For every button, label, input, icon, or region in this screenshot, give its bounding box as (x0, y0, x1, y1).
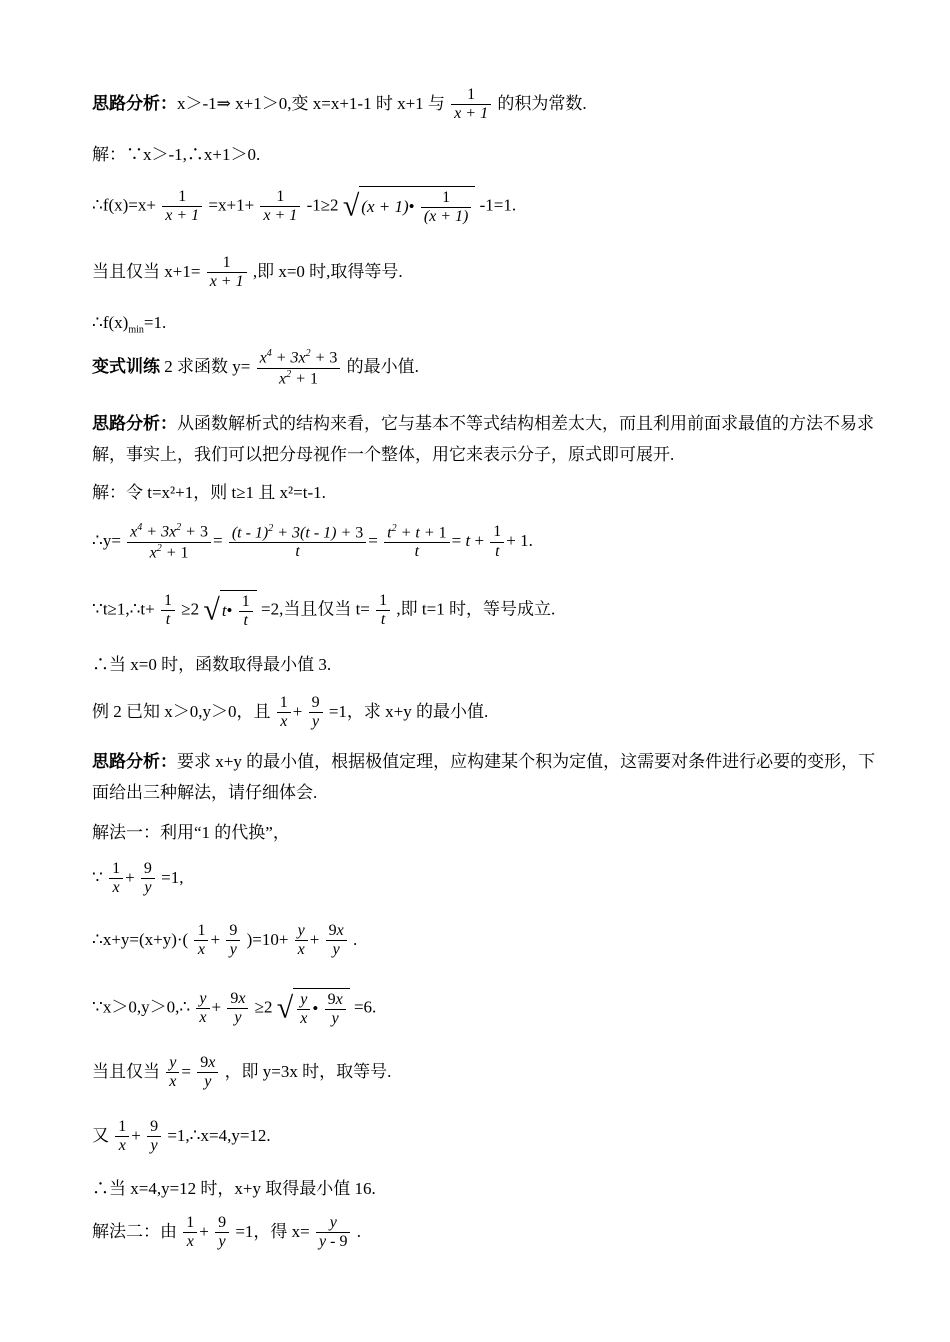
text: 2 求函数 y= (160, 357, 251, 377)
text: ∴f(x)=x+ (92, 195, 156, 215)
analysis-line-1 (92, 86, 587, 124)
fraction: $\frac{1}{x + 1}$ (260, 188, 300, 226)
text: . (352, 929, 358, 949)
text: ∵x＞0,y＞0,∴ (92, 997, 191, 1017)
text: 当且仅当 x+1= (92, 261, 201, 281)
text: )=10+ (246, 929, 289, 949)
text: ,即 x=0 时,取得等号. (252, 261, 403, 281)
text: =1,∴x=4,y=12. (167, 1125, 271, 1145)
example-line: 例 2 已知 x＞0,y＞0，且 $\frac{1}{x}$ + $\frac{9}{y}$ =1，求 x+y 的最小值. (92, 694, 489, 731)
analysis-text: x＞-1⇒ x+1＞0,变 x=x+1-1 时 x+1 与 (177, 93, 445, 113)
method-2-line: 解法二：由 $\frac{1}{x}$ + $\frac{9}{y}$ =1，得 x= $\frac{y}{y - 9}$ . (92, 1214, 361, 1251)
text: =x+1+ (208, 195, 255, 215)
text: =6. (353, 997, 377, 1017)
fraction: $\frac{1}{t}$ (161, 592, 175, 630)
solution-line-2 (92, 186, 516, 227)
solution-line-10: ∴x+y=(x+y)·( $\frac{1}{x}$ + $\frac{9}{y}$ )=10+ $\frac{y}{x}$ + $\frac{9x}{y}$ . (92, 922, 358, 959)
text: ∵t≥1,∴t+ (92, 599, 155, 619)
analysis-label: 思路分析： (92, 752, 177, 771)
fraction: $\frac{1}{x + 1}$ (162, 188, 202, 226)
text: =1. (143, 313, 167, 332)
solution-line-8: ∴当 x=0 时，函数取得最小值 3. (92, 655, 332, 674)
fraction: $\frac{1}{x}$ (109, 860, 123, 898)
sqrt-expression: √ t• $\frac{1}{t}$ (203, 590, 256, 631)
analysis-tail: 的积为常数. (497, 93, 587, 113)
sqrt-expression: √ (x + 1)• $\frac{1}{(x + 1)}$ (343, 186, 476, 227)
solution-line-13: 又 $\frac{1}{x}$ + $\frac{9}{y}$ =1,∴x=4,y=12. (92, 1118, 271, 1155)
fraction: $\frac{1}{t}$ (376, 592, 390, 630)
text: ≥2 (181, 599, 200, 619)
fraction: $\frac{1}{x}$ (115, 1118, 129, 1156)
analysis-label: 思路分析： (92, 93, 177, 113)
solution-line-11: ∵x＞0,y＞0,∴ $\frac{y}{x}$ + $\frac{9x}{y}$ ≥2 √ $\frac{y}{x}$ • $\frac{9x}{y}$ =6. (92, 989, 377, 1028)
text: . (528, 531, 533, 551)
exercise-line (92, 348, 419, 388)
text: =2,当且仅当 t= (261, 599, 370, 619)
solution-line-6: ∴y= $\frac{x^4 + 3x^2 + 3}{x^2 + 1}$ = $\frac{(t - 1)^2 + 3(t - 1) + 3}{t}$ = $\frac{t^2 + t + 1}{t}$ = t + $\frac{1}{t}$ + 1. (92, 522, 533, 562)
text: ≥2 (254, 997, 273, 1017)
fraction: $\frac{9}{y}$ (309, 694, 323, 732)
text: -1=1. (479, 195, 517, 215)
analysis-paragraph-3 (92, 746, 878, 808)
fraction: $\frac{y}{y - 9}$ (316, 1214, 350, 1252)
solution-line-12: 当且仅当 $\frac{y}{x}$ = $\frac{9x}{y}$ ，即 y=3x 时，取等号. (92, 1054, 392, 1091)
fraction: $\frac{y}{x}$ (166, 1054, 179, 1092)
text: =1，得 x= (235, 1221, 310, 1241)
fraction: $\frac{x^4 + 3x^2 + 3}{x^2 + 1}$ (127, 522, 211, 562)
text: ∴f(x) (92, 313, 129, 332)
fraction: $\frac{x^4 + 3x^2 + 3}{x^2 + 1}$ (257, 348, 341, 388)
fraction: $\frac{1}{t}$ (490, 523, 504, 561)
text: ∴y= (92, 531, 121, 551)
solution-line-7 (92, 590, 555, 631)
fraction: $\frac{1}{x}$ (277, 694, 291, 732)
fraction: $\frac{(t - 1)^2 + 3(t - 1) + 3}{t}$ (229, 523, 366, 562)
fraction: $\frac{y}{x}$ (295, 922, 308, 960)
solution-line-1: 解：∵x＞-1,∴x+1＞0. (92, 145, 261, 164)
subscript: min (128, 324, 144, 336)
text: =1，求 x+y 的最小值. (328, 701, 489, 721)
fraction: $\frac{1}{x + 1}$ (451, 86, 491, 124)
fraction: $\frac{1}{x}$ (194, 922, 208, 960)
analysis-text: 从函数解析式的结构来看，它与基本不等式结构相差太大，而且利用前面求最值的方法不易求解，事实上，我们可以把分母视作一个整体，用它来表示分子，原式即可展开. (92, 414, 874, 464)
text: 当且仅当 (92, 1061, 160, 1081)
fraction: $\frac{y}{x}$ (196, 990, 209, 1028)
text: 解法二：由 (92, 1221, 177, 1241)
text: 例 2 已知 x＞0,y＞0，且 (92, 701, 271, 721)
fraction: $\frac{9}{y}$ (226, 922, 240, 960)
analysis-label: 思路分析： (92, 414, 177, 433)
fraction: $\frac{1}{x + 1}$ (207, 254, 247, 292)
fraction: $\frac{9x}{y}$ (227, 990, 248, 1028)
analysis-paragraph-2 (92, 408, 878, 470)
text: ∴x+y=(x+y)·( (92, 929, 189, 949)
fraction: $\frac{9}{y}$ (215, 1214, 229, 1252)
text: 又 (92, 1125, 109, 1145)
fraction: $\frac{1}{x}$ (183, 1214, 197, 1252)
analysis-text: 要求 x+y 的最小值，根据极值定理，应构建某个积为定值，这需要对条件进行必要的变形，下面给出三种解法，请仔细体会. (92, 752, 876, 802)
solution-line-4 (92, 314, 166, 335)
fraction: $\frac{9}{y}$ (147, 1118, 161, 1156)
text: ，即 y=3x 时，取等号. (224, 1061, 392, 1081)
fraction: $\frac{9}{y}$ (141, 860, 155, 898)
text: ,即 t=1 时，等号成立. (396, 599, 556, 619)
method-1-title: 解法一：利用“1 的代换”， (92, 823, 290, 842)
text: ∵ (92, 867, 103, 887)
solution-line-9: ∵ $\frac{1}{x}$ + $\frac{9}{y}$ =1, (92, 860, 184, 897)
fraction: $\frac{t^2 + t + 1}{t}$ (384, 523, 450, 562)
fraction: $\frac{9x}{y}$ (326, 922, 347, 960)
text: -1≥2 (306, 195, 339, 215)
exercise-label: 变式训练 (92, 357, 160, 377)
text: =1, (161, 867, 184, 887)
text: . (356, 1221, 361, 1241)
solution-line-5: 解：令 t=x²+1，则 t≥1 且 x²=t-1. (92, 483, 326, 502)
fraction: $\frac{9x}{y}$ (197, 1054, 218, 1092)
sqrt-expression: √ $\frac{y}{x}$ • $\frac{9x}{y}$ (277, 988, 350, 1029)
solution-line-3 (92, 254, 403, 292)
solution-line-14: ∴当 x=4,y=12 时，x+y 取得最小值 16. (92, 1179, 376, 1198)
text: 的最小值. (346, 357, 419, 377)
